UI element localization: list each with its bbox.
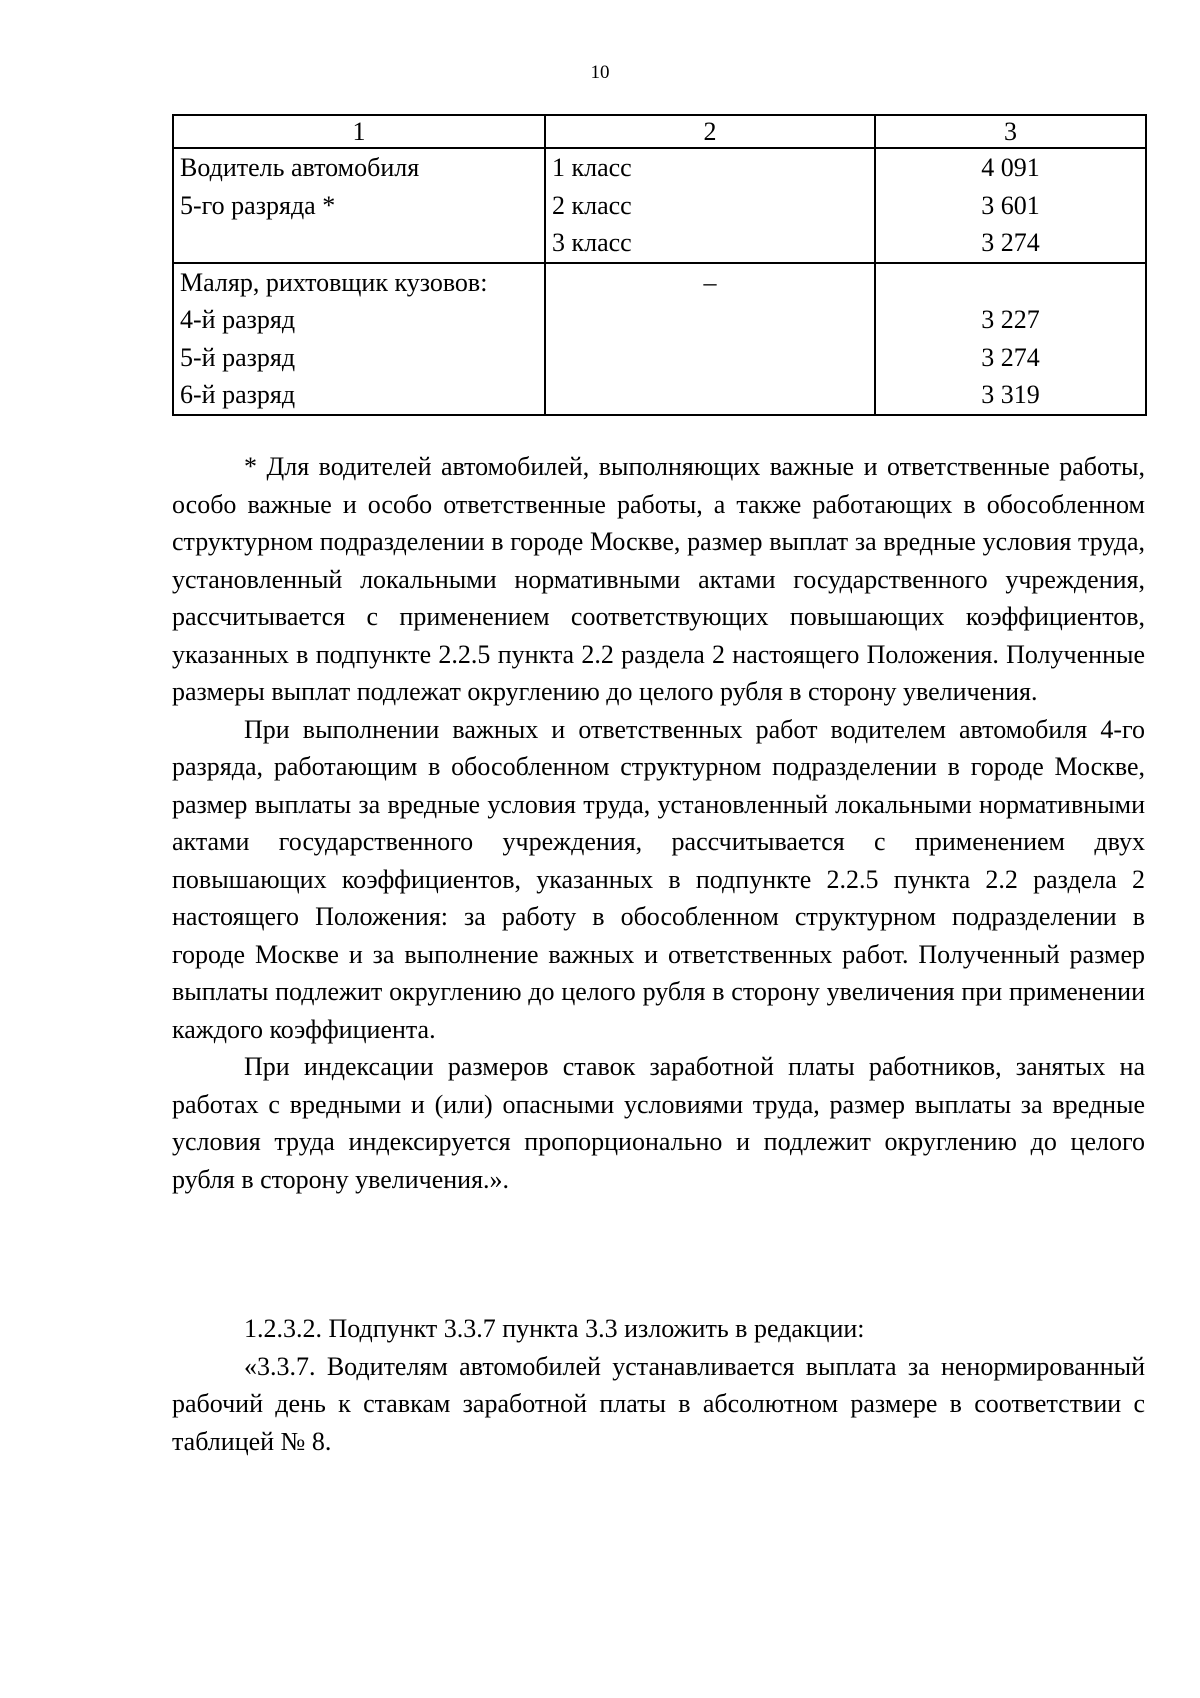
body-paragraph: При индексации размеров ставок заработной платы работников, занятых на работах с вредными и (или) опасными условиями труда, размер выплаты за вредные условия труда индексируется пропорционально и подлежит округлению до целого рубля в сторону увеличения.». — [172, 1052, 1145, 1194]
class-label — [552, 301, 868, 339]
position-label: Водитель автомобиля — [180, 153, 420, 182]
rates-table — [172, 114, 1147, 416]
class-label: 1 класс — [552, 153, 632, 182]
class-label: 3 класс — [552, 228, 632, 257]
position-label: 6-й разряд — [180, 380, 296, 409]
amount-value: 3 319 — [981, 380, 1040, 409]
amount-value: 4 091 — [981, 153, 1040, 182]
body-paragraph: При выполнении важных и ответственных работ водителем автомобиля 4-го разряда, работающим в обособленном структурном подразделении в городе Москве, размер выплаты за вредные условия труда, установленный локальными нормативными актами государственного учреждения, рассчитывается с применением двух повышающих коэффициентов, указанных в подпункте 2.2.5 пункта 2.2 раздела 2 настоящего Положения: за работу в обособленном структурном подразделении в городе Москве и за выполнение важных и ответственных работ. Полученный размер выплаты подлежит округлению до целого рубля в сторону увеличения при применении каждого коэффициента. — [172, 714, 1145, 1044]
table-header-row — [173, 115, 1146, 148]
amendment-paragraph: «3.3.7. Водителям автомобилей устанавливается выплата за ненормированный рабочий день к ставкам заработной платы в абсолютном размере в соответствии с таблицей № 8. — [172, 1351, 1145, 1456]
amount-value: 3 227 — [981, 305, 1040, 334]
page-number: 10 — [590, 62, 610, 83]
amendment-heading: 1.2.3.2. Подпункт 3.3.7 пункта 3.3 изложить в редакции: — [244, 1314, 865, 1343]
position-label: 5-й разряд — [180, 342, 296, 372]
class-label: 2 класс — [552, 190, 632, 220]
amount-value: 3 274 — [981, 228, 1040, 257]
class-cell — [545, 263, 875, 415]
amount-value — [882, 264, 1139, 302]
footnote-paragraph: * Для водителей автомобилей, выполняющих важные и ответственные работы, особо важные и особо ответственные работы, а также работающих в обособленном структурном подразделении в городе Москве, размер выплат за вредные условия труда, установленный локальными нормативными актами государственного учреждения, рассчитывается с применением соответствующих повышающих коэффициентов, указанных в подпункте 2.2.5 пункта 2.2 раздела 2 настоящего Положения. Полученные размеры выплат подлежат округлению до целого рубля в сторону увеличения. — [172, 452, 1145, 706]
table-row — [173, 148, 1146, 263]
footnote-section — [172, 448, 1145, 1198]
position-label — [180, 224, 538, 262]
table-header-cell: 2 — [545, 115, 875, 148]
class-label — [552, 339, 868, 377]
position-cell — [173, 148, 545, 263]
amount-value: 3 274 — [981, 342, 1040, 372]
position-label: 4-й разряд — [180, 305, 296, 334]
table-row — [173, 263, 1146, 415]
class-label — [552, 376, 868, 414]
class-label: – — [703, 267, 717, 297]
position-label: Маляр, рихтовщик кузовов: — [180, 267, 488, 297]
amount-cell — [875, 148, 1146, 263]
amount-value: 3 601 — [981, 190, 1040, 220]
table-header-cell: 3 — [875, 115, 1146, 148]
position-label: 5-го разряда * — [180, 190, 336, 220]
amount-cell — [875, 263, 1146, 415]
amendment-section — [172, 1310, 1145, 1460]
table-header-cell: 1 — [173, 115, 545, 148]
position-cell — [173, 263, 545, 415]
class-cell — [545, 148, 875, 263]
